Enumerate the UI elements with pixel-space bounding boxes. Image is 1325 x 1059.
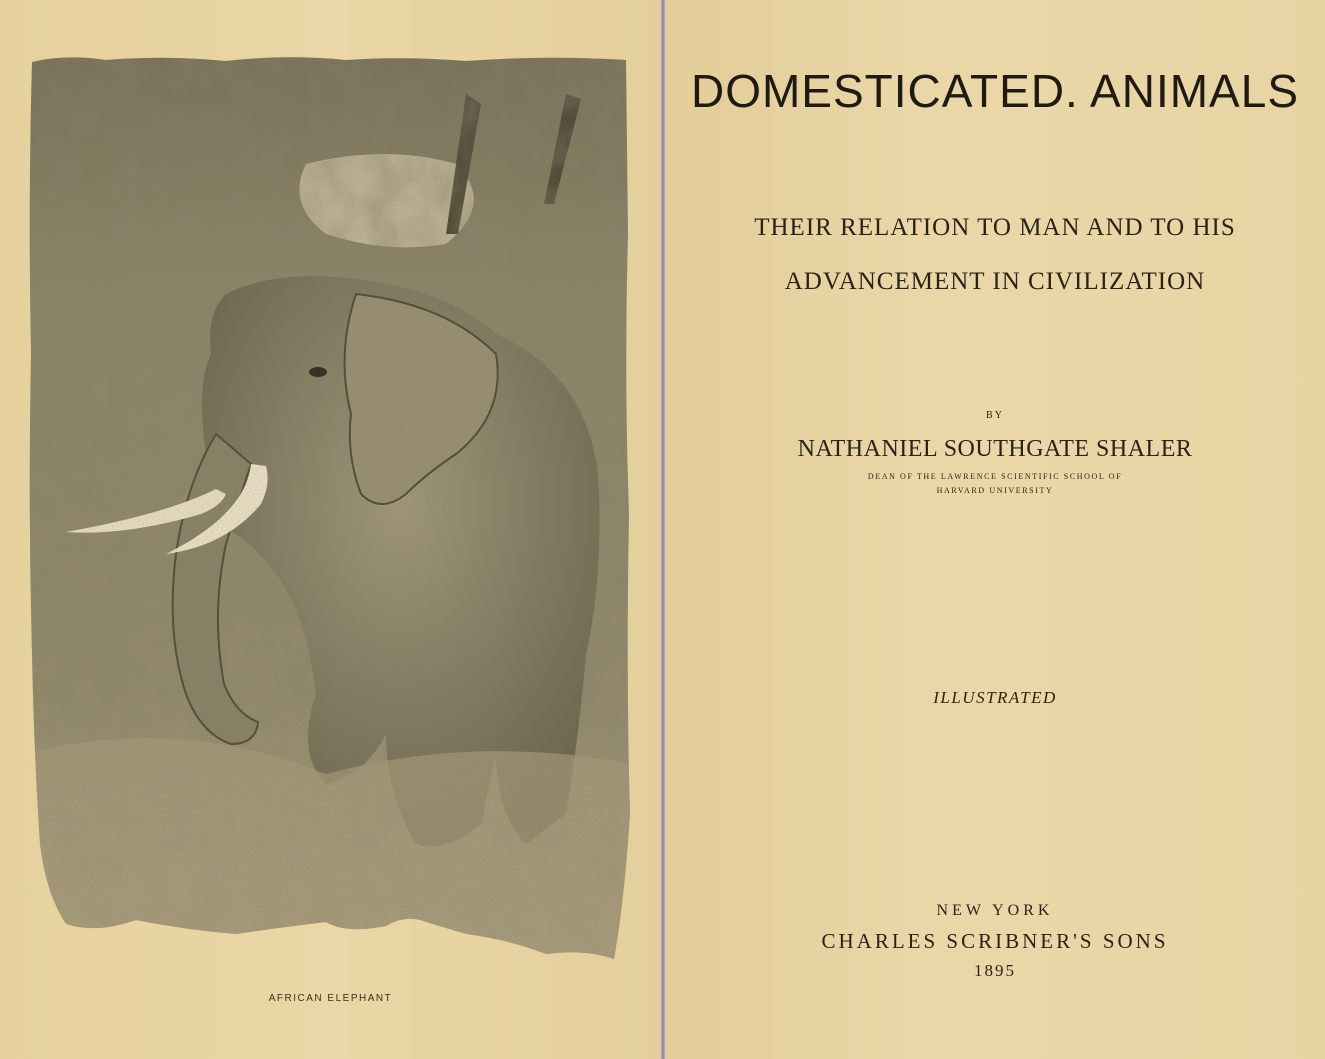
author-affiliation-line-1: DEAN OF THE LAWRENCE SCIENTIFIC SCHOOL OF (867, 472, 1123, 481)
by-label: BY (986, 410, 1004, 421)
publisher-city: NEW YORK (936, 902, 1054, 919)
book-title: DOMESTICATED. ANIMALS (690, 65, 1300, 117)
publisher-name: CHARLES SCRIBNER'S SONS (821, 929, 1169, 953)
title-page (665, 0, 1325, 1059)
author-name: NATHANIEL SOUTHGATE SHALER (797, 436, 1193, 462)
subtitle-line-1: THEIR RELATION TO MAN AND TO HIS (754, 214, 1236, 241)
frontispiece-page (0, 0, 661, 1059)
plate-caption: AFRICAN ELEPHANT (268, 993, 393, 1004)
author-affiliation-line-2: HARVARD UNIVERSITY (936, 486, 1054, 495)
illustrated-label: ILLUSTRATED (933, 688, 1057, 707)
subtitle-line-2: ADVANCEMENT IN CIVILIZATION (784, 268, 1206, 295)
publication-year: 1895 (974, 961, 1016, 980)
elephant-illustration (26, 54, 632, 970)
